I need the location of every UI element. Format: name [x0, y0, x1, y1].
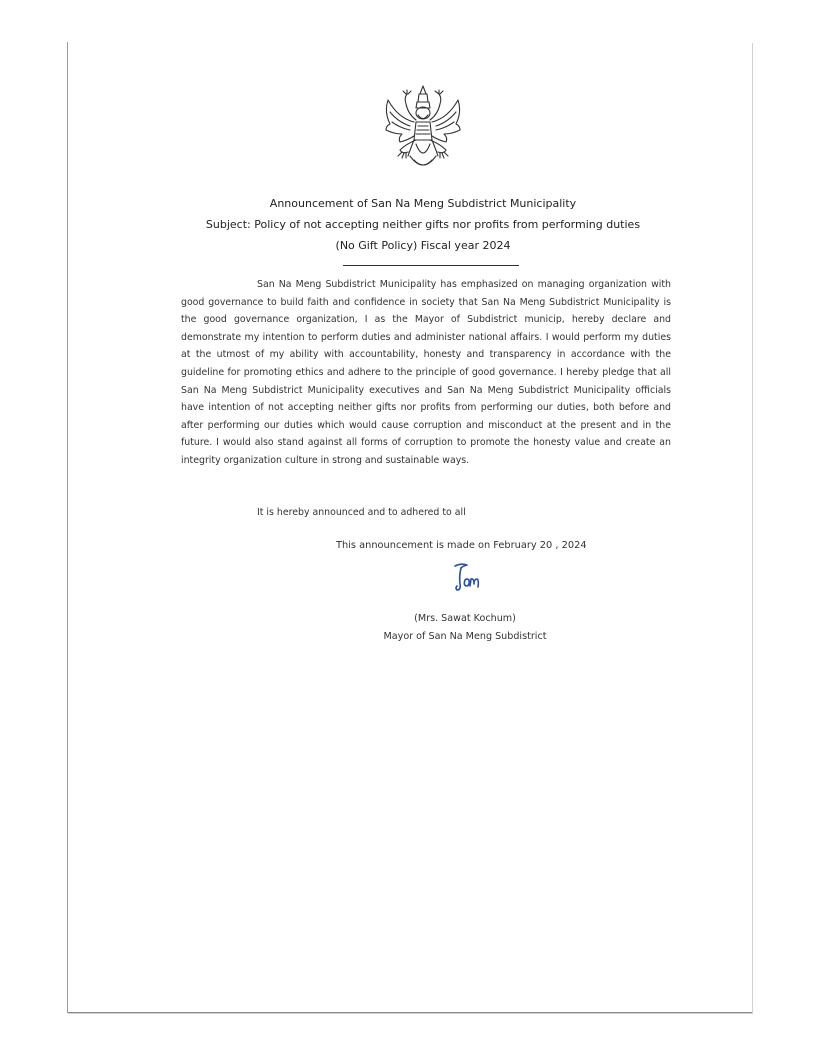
announcement-heading: Announcement of San Na Meng Subdistrict Municipality — [269, 197, 577, 210]
signatory-title: Mayor of San Na Meng Subdistrict — [383, 631, 547, 642]
handwritten-signature — [449, 560, 485, 596]
document-page — [67, 42, 752, 1013]
announcement-date: This announcement is made on February 20 , 2024 — [336, 540, 587, 551]
announcement-body — [181, 276, 671, 470]
signatory-name: (Mrs. Sawat Kochum) — [414, 613, 516, 624]
announcement-subject-continued: (No Gift Policy) Fiscal year 2024 — [335, 239, 511, 252]
garuda-emblem-icon — [380, 82, 466, 178]
closing-statement: It is hereby announced and to adhered to all — [257, 507, 466, 518]
announcement-subject: Subject: Policy of not accepting neither gifts nor profits from performing duties — [205, 218, 641, 231]
heading-divider — [343, 265, 519, 266]
announcement-body-text: San Na Meng Subdistrict Municipality has emphasized on managing organization with good governance to build faith and confidence in society that San Na Meng Subdistrict Municipality is the good governance organization, I as the Mayor of Subdistrict municip, hereby declare and demonstrate my intention to perform duties and administer national affairs. I would perform my duties at the utmost of my ability with accountability, honesty and transparency in accordance with the guideline for promoting ethics and adhere to the principle of good governance. I hereby pledge that all San Na Meng Subdistrict Municipality executives and San Na Meng Subdistrict Municipality officials have intention of not accepting neither gifts nor profits from performing our duties, both before and after performing our duties which would cause corruption and misconduct at the present and in the future. I would also stand against all forms of corruption to promote the honesty value and create an integrity organization culture in strong and sustainable ways. — [181, 279, 671, 466]
